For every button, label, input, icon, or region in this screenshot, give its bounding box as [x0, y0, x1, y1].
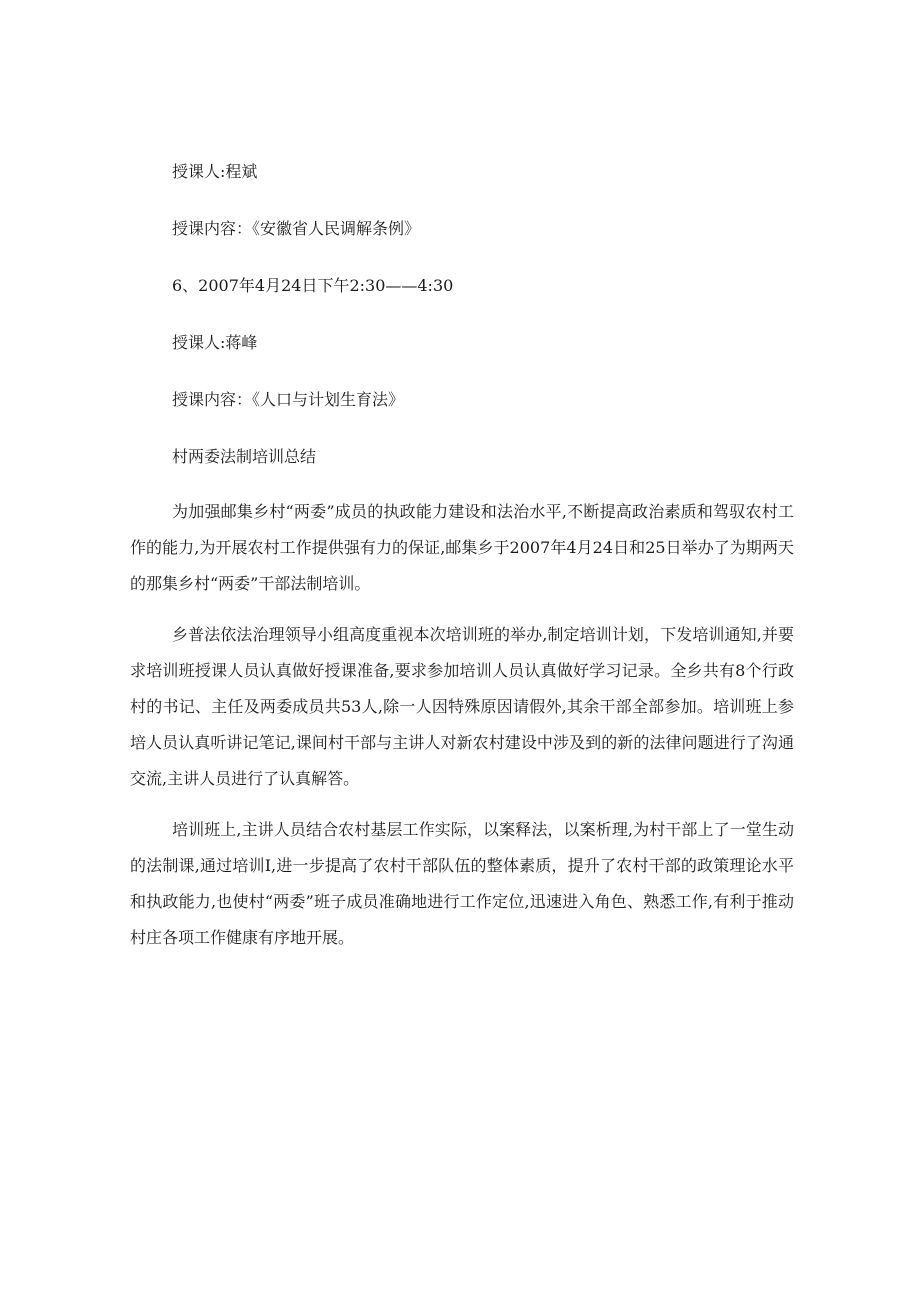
summary-paragraph-1: 为加强邮集乡村“两委”成员的执政能力建设和法治水平,不断提高政治素质和驾驭农村工作的能力,为开展农村工作提供强有力的保证,邮集乡于2007年4月24日和25日举办了为期两天的那集乡村“两委”干部法制培训。: [130, 502, 794, 593]
lecturer-line-1: 授课人:程斌: [172, 162, 258, 181]
summary-title: 村两委法制培训总结: [172, 447, 317, 466]
schedule-line-6: 6、2007年4月24日下午2:30——4:30: [172, 276, 454, 295]
content-line-1: 授课内容：《安徽省人民调解条例》: [172, 219, 421, 238]
summary-paragraph-3: 培训班上,主讲人员结合农村基层工作实际，以案释法，以案析理,为村干部上了一堂生动的法制课,通过培训I,进一步提高了农村干部队伍的整体素质，提升了农村干部的政策理论水平和执政能力,也使村“两委”班子成员准确地进行工作定位,迅速进入角色、熟悉工作,有利于推动村庄各项工作健康有序地开展。: [130, 820, 794, 947]
summary-paragraph-2: 乡普法依法治理领导小组高度重视本次培训班的举办,制定培训计划，下发培训通知,并要求培训班授课人员认真做好授课准备,要求参加培训人员认真做好学习记录。全乡共有8个行政村的书记、主任及两委成员共53人,除一人因特殊原因请假外,其余干部全部参加。培训班上参培人员认真听讲记笔记,课间村干部与主讲人对新农村建设中涉及到的新的法律问题进行了沟通交流,主讲人员进行了认真解答。: [130, 625, 794, 788]
lecturer-line-2: 授课人:蒋峰: [172, 333, 258, 352]
content-line-2: 授课内容：《人口与计划生育法》: [172, 390, 405, 409]
